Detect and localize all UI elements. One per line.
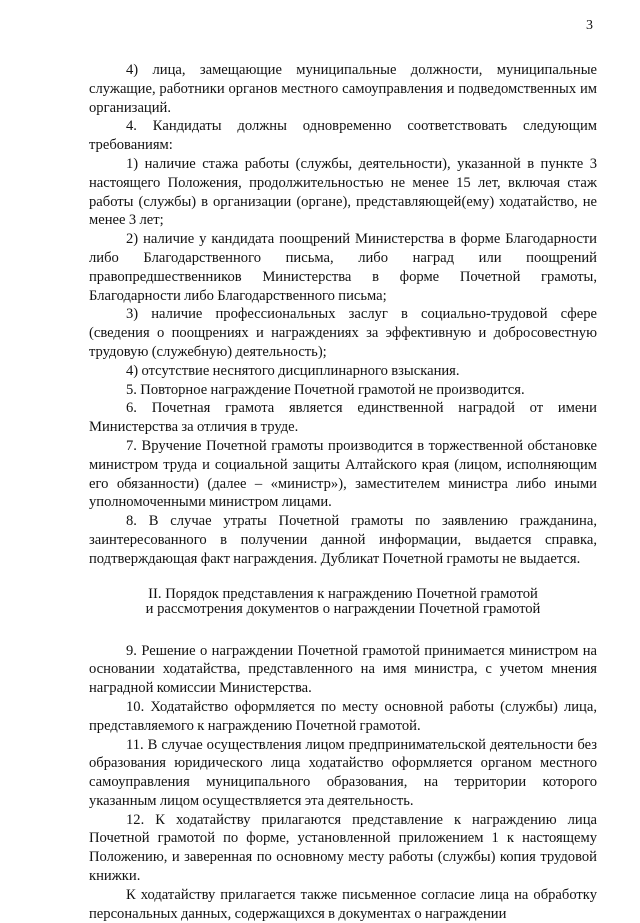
paragraph-requirement-4: 4) отсутствие неснятого дисциплинарного взыскания. <box>126 362 460 379</box>
paragraph-clause-5: 5. Повторное награждение Почетной грамотой не производится. <box>126 381 525 398</box>
paragraph-requirement-1: 1) наличие стажа работы (службы, деятельности), указанной в пункте 3 настоящего Положения, продолжительностью не менее 15 лет, включая стаж работы (службы) в организации (органе), представляющей(ему) ходатайство, не менее 3 лет; <box>89 155 597 229</box>
paragraph-clause-6: 6. Почетная грамота является единственной наградой от имени Министерства за отличия в труде. <box>89 400 597 436</box>
paragraph-clause-4: 4. Кандидаты должны одновременно соответствовать следующим требованиям: <box>89 118 597 154</box>
paragraph-clause-7: 7. Вручение Почетной грамоты производится в торжественной обстановке министром труда и социальной защиты Алтайского края (лицом, исполняющим его обязанности) (далее – «министр»), заместителем министра либо иными уполномоченными министром лицами. <box>89 437 597 511</box>
document-body <box>89 61 597 923</box>
paragraph-clause-9: 9. Решение о награждении Почетной грамотой принимается министром на основании ходатайства, представленного на имя министра, с учетом мнения наградной комиссии Министерства. <box>89 642 597 697</box>
paragraph-clause-8: 8. В случае утраты Почетной грамоты по заявлению гражданина, заинтересованного в получении данной информации, выдается справка, подтверждающая факт награждения. Дубликат Почетной грамоты не выдается. <box>89 513 597 567</box>
section-heading-line-1: II. Порядок представления к награждению Почетной грамотой <box>148 585 538 602</box>
paragraph-consent: К ходатайству прилагается также письменное согласие лица на обработку персональных данных, содержащихся в документах о награждении <box>89 886 597 922</box>
paragraph-requirement-3: 3) наличие профессиональных заслуг в социально-трудовой сфере (сведения о поощрениях и награждениях за эффективную и добросовестную трудовую (служебную) деятельность); <box>89 306 597 360</box>
paragraph-clause-10: 10. Ходатайство оформляется по месту основной работы (службы) лица, представляемого к награждению Почетной грамотой. <box>89 698 597 734</box>
paragraph-clause-11: 11. В случае осуществления лицом предпринимательской деятельности без образования юридического лица ходатайство оформляется органом местного самоуправления муниципального образования, на территории которого указанным лицом осуществляется эта деятельность. <box>89 736 597 809</box>
section-heading <box>89 587 597 617</box>
section-heading-line-2: и рассмотрения документов о награждении Почетной грамотой <box>145 600 541 617</box>
paragraph-requirement-2: 2) наличие у кандидата поощрений Министерства в форме Благодарности либо Благодарственного письма, либо наград или поощрений правопредшественников Министерства в форме Почетной грамоты, Благодарности либо Благодарственного письма; <box>89 231 597 304</box>
paragraph-clause-12: 12. К ходатайству прилагаются представление к награждению лица Почетной грамотой по форме, установленной приложением 1 к настоящему Положению, и заверенная по основному месту работы (службы) копия трудовой книжки. <box>89 811 597 885</box>
paragraph-item-4-municipal: 4) лица, замещающие муниципальные должности, муниципальные служащие, работники органов местного самоуправления и подведомственных им организаций. <box>89 62 597 116</box>
page-number: 3 <box>586 18 593 33</box>
